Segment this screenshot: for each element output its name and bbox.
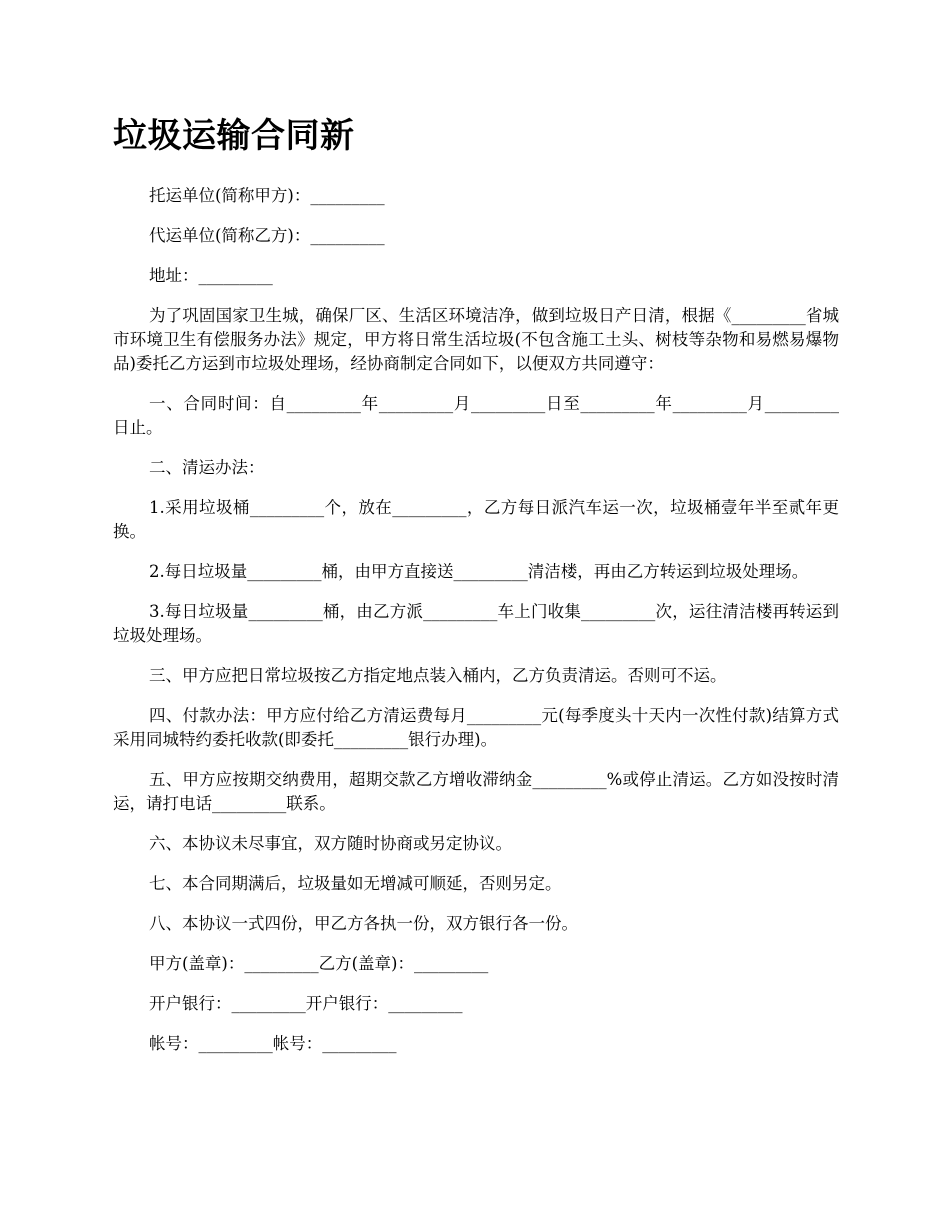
clause-5-late-fee: 五、甲方应按期交纳费用，超期交款乙方增收滞纳金_________%或停止清运。乙方如没按时清运，请打电话_________联系。: [113, 770, 839, 813]
clause-7: 七、本合同期满后，垃圾量如无增减可顺延，否则另定。: [149, 874, 562, 893]
consignor-line: 托运单位(简称甲方)：_________: [149, 186, 385, 205]
clause-item-1: 1.采用垃圾桶_________个，放在_________，乙方每日派汽车运一次，垃圾桶壹年半至贰年更换。: [113, 498, 839, 541]
clause-item-3: 3.每日垃圾量_________桶，由乙方派_________车上门收集_________次，运往清洁楼再转运到垃圾处理场。: [113, 602, 839, 645]
clause-4-payment: 四、付款办法：甲方应付给乙方清运费每月_________元(每季度头十天内一次性付款)结算方式采用同城特约委托收款(即委托_________银行办理)。: [113, 706, 839, 749]
document-title: 垃圾运输合同新: [113, 116, 355, 156]
clause-contract-term: 一、合同时间：自_________年_________月_________日至_________年_________月_________日止。: [113, 394, 840, 437]
account-line: 帐号：_________帐号：_________: [149, 1034, 397, 1053]
document-page: [113, 112, 839, 1072]
clause-3: 三、甲方应把日常垃圾按乙方指定地点装入桶内，乙方负责清运。否则可不运。: [149, 666, 727, 685]
clause-item-2: 2.每日垃圾量_________桶，由甲方直接送_________清洁楼，再由乙方转运到垃圾处理场。: [149, 562, 809, 581]
address-line: 地址：_________: [149, 266, 273, 285]
signature-line: 甲方(盖章)：_________乙方(盖章)：_________: [149, 954, 489, 973]
clause-8: 八、本协议一式四份，甲乙方各执一份，双方银行各一份。: [149, 914, 578, 933]
bank-line: 开户银行：_________开户银行：_________: [149, 994, 463, 1013]
preamble-paragraph: 为了巩固国家卫生城，确保厂区、生活区环境洁净，做到垃圾日产日清，根据《_________省城市环境卫生有偿服务办法》规定，甲方将日常生活垃圾(不包含施工土头、树枝等杂物和易燃易爆物品)委托乙方运到市垃圾处理场，经协商制定合同如下，以便双方共同遵守：: [113, 306, 839, 373]
carrier-line: 代运单位(简称乙方)：_________: [149, 226, 385, 245]
clause-6: 六、本协议未尽事宜，双方随时协商或另定协议。: [149, 834, 512, 853]
clause-cleaning-method: 二、清运办法：: [149, 458, 265, 477]
